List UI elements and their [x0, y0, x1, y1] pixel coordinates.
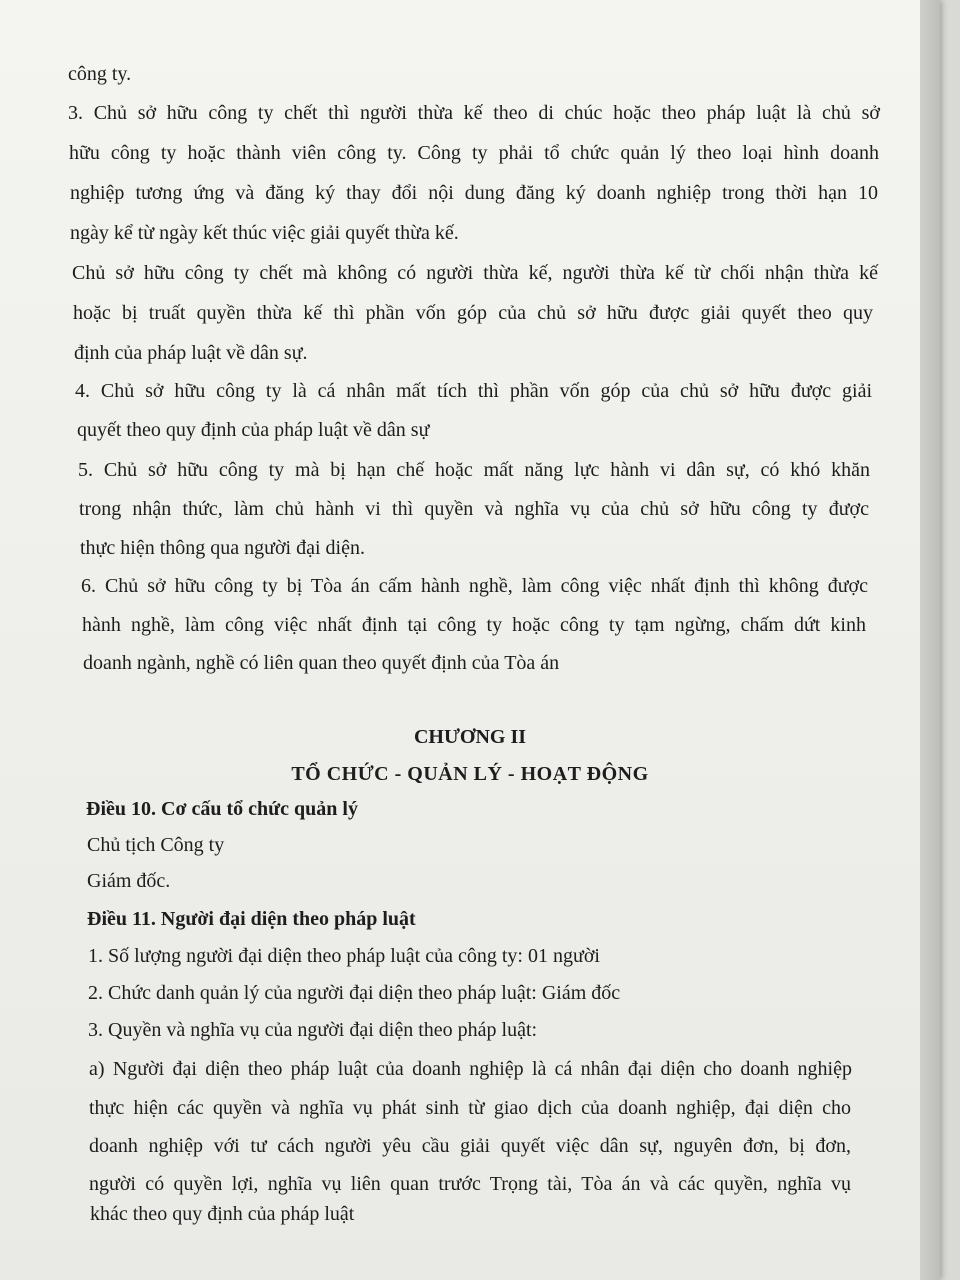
article-10-heading: Điều 10. Cơ cấu tổ chức quản lý [86, 798, 358, 820]
text-line: 2. Chức danh quản lý của người đại diện theo pháp luật: Giám đốc [88, 982, 621, 1004]
text-line: ngày kể từ ngày kết thúc việc giải quyết thừa kế. [70, 222, 459, 244]
text-line: nghiệp tương ứng và đăng ký thay đổi nội dung đăng ký doanh nghiệp trong thời hạn 10 [70, 182, 878, 204]
text-line: Chủ sở hữu công ty chết mà không có người thừa kế, người thừa kế từ chối nhận thừa kế [72, 262, 878, 284]
text-line: thực hiện các quyền và nghĩa vụ phát sinh từ giao dịch của doanh nghiệp, đại diện cho [89, 1097, 851, 1119]
text-line: định của pháp luật về dân sự. [74, 342, 308, 364]
text-line: 6. Chủ sở hữu công ty bị Tòa án cấm hành nghề, làm công việc nhất định thì không được [81, 575, 868, 597]
text-line: 4. Chủ sở hữu công ty là cá nhân mất tích thì phần vốn góp của chủ sở hữu được giải [75, 380, 872, 402]
chapter-title: TỔ CHỨC - QUẢN LÝ - HOẠT ĐỘNG [291, 763, 649, 785]
text-line: thực hiện thông qua người đại diện. [80, 537, 365, 559]
text-line: doanh ngành, nghề có liên quan theo quyết định của Tòa án [83, 652, 560, 674]
text-line: hoặc bị truất quyền thừa kế thì phần vốn góp của chủ sở hữu được giải quyết theo quy [73, 302, 873, 324]
text-line: 3. Quyền và nghĩa vụ của người đại diện theo pháp luật: [88, 1019, 538, 1041]
text-line: trong nhận thức, làm chủ hành vi thì quyền và nghĩa vụ của chủ sở hữu công ty được [79, 498, 869, 520]
text-line: hành nghề, làm công việc nhất định tại công ty hoặc công ty tạm ngừng, chấm dứt kinh [82, 614, 866, 636]
text-line: 5. Chủ sở hữu công ty mà bị hạn chế hoặc mất năng lực hành vi dân sự, có khó khăn [78, 459, 870, 481]
text-line: a) Người đại diện theo pháp luật của doanh nghiệp là cá nhân đại diện cho doanh nghiệp [89, 1058, 852, 1080]
text-line: hữu công ty hoặc thành viên công ty. Công ty phải tổ chức quản lý theo loại hình doanh [69, 142, 879, 164]
article-11-heading: Điều 11. Người đại diện theo pháp luật [87, 908, 416, 930]
text-line: 1. Số lượng người đại diện theo pháp luật của công ty: 01 người [88, 945, 600, 967]
text-line: Chủ tịch Công ty [87, 834, 225, 856]
text-line: quyết theo quy định của pháp luật về dân sự [77, 419, 430, 441]
chapter-number: CHƯƠNG II [413, 726, 527, 748]
text-line: doanh nghiệp với tư cách người yêu cầu giải quyết việc dân sự, nguyên đơn, bị đơn, [89, 1135, 851, 1157]
text-line: Giám đốc. [87, 870, 171, 892]
text-line: khác theo quy định của pháp luật [90, 1203, 355, 1225]
page-edge [920, 0, 940, 1280]
text-line: 3. Chủ sở hữu công ty chết thì người thừa kế theo di chúc hoặc theo pháp luật là chủ sở [68, 102, 880, 124]
text-line: người có quyền lợi, nghĩa vụ liên quan trước Trọng tài, Tòa án và các quyền, nghĩa vụ [89, 1173, 851, 1195]
text-line: công ty. [68, 63, 132, 85]
